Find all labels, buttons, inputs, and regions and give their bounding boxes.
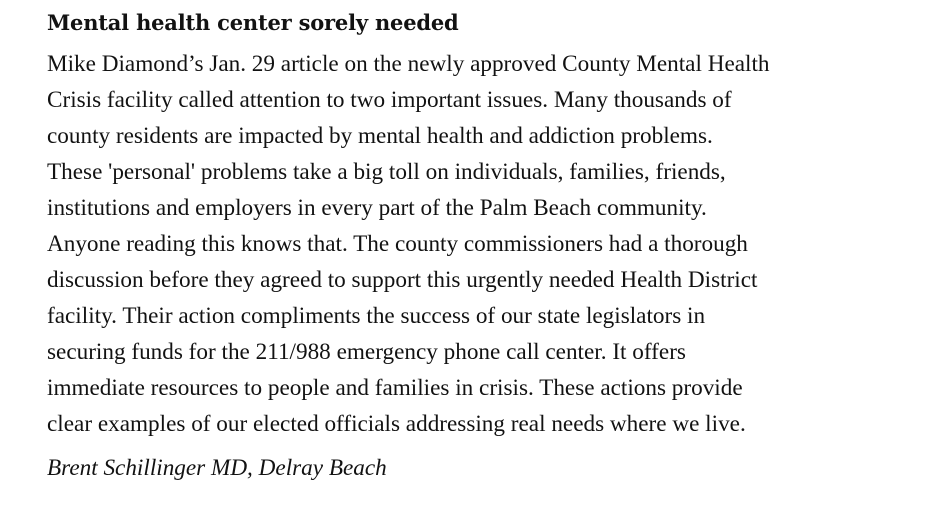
body-line: clear examples of our elected officials addressing real needs where we live. <box>47 411 746 437</box>
body-line: institutions and employers in every part of the Palm Beach community. <box>47 195 707 221</box>
body-line: immediate resources to people and families in crisis. These actions provide <box>47 375 743 401</box>
letter-heading: Mental health center sorely needed <box>47 10 459 35</box>
letter-body <box>47 46 917 442</box>
body-line: facility. Their action compliments the success of our state legislators in <box>47 303 706 329</box>
body-line: Crisis facility called attention to two important issues. Many thousands of <box>47 87 732 113</box>
body-line: Mike Diamond’s Jan. 29 article on the newly approved County Mental Health <box>47 51 770 77</box>
letter-signature: Brent Schillinger MD, Delray Beach <box>47 455 387 481</box>
body-line: These 'personal' problems take a big toll on individuals, families, friends, <box>47 159 726 185</box>
body-line: county residents are impacted by mental health and addiction problems. <box>47 123 713 149</box>
body-line: discussion before they agreed to support this urgently needed Health District <box>47 267 758 293</box>
body-line: securing funds for the 211/988 emergency phone call center. It offers <box>47 339 686 365</box>
letter-to-editor <box>47 6 917 486</box>
body-line: Anyone reading this knows that. The county commissioners had a thorough <box>47 231 748 257</box>
